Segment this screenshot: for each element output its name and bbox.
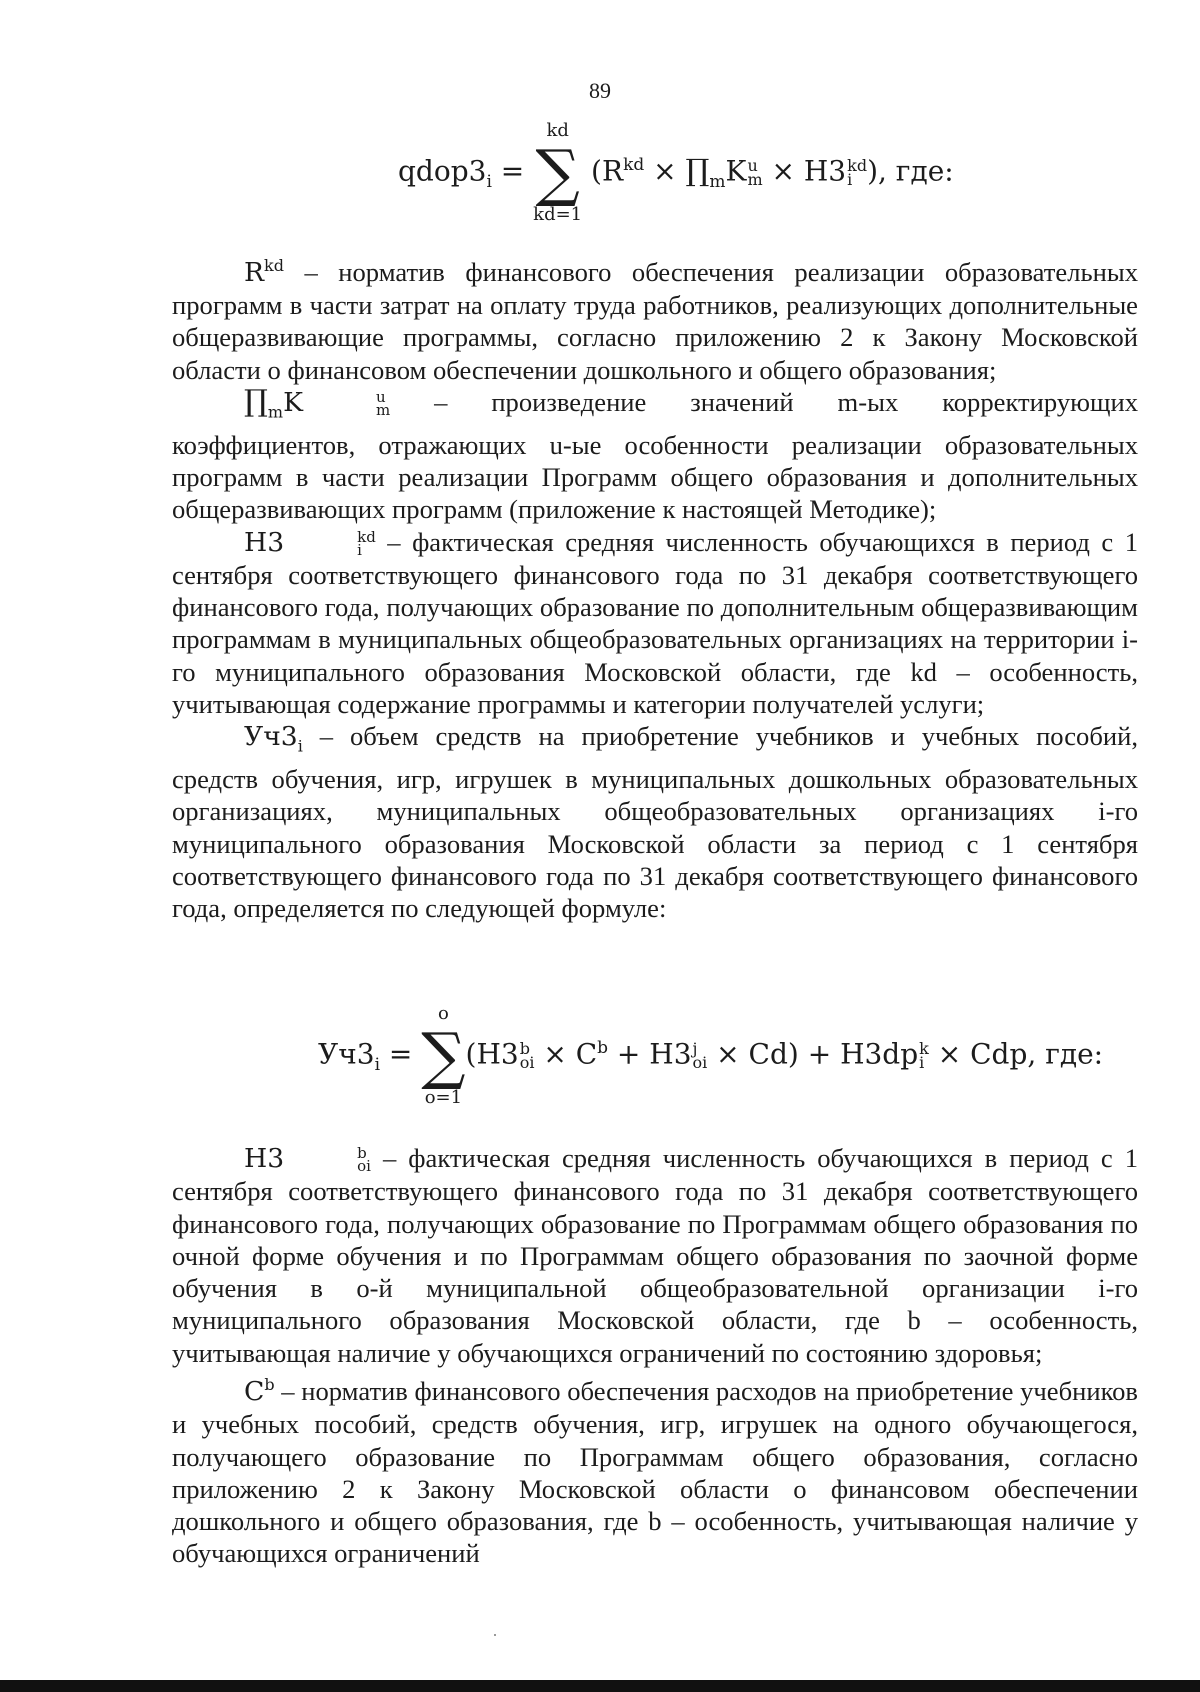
paragraph-h3-kd: Н3 kd i – фактическая средняя численность обучающихся в период с 1 сентября соответствующего финансового года по 31 декабря соответствующего финансового года, получающих образование по дополнительным общеразвивающим программам в муниципальных общеобразовательных организациях на территории i-го муниципального образования Московской области, где kd – особенность, учитывающая содержание программы и категории получателей услуги; bbox=[172, 526, 1138, 720]
formula-term: ), где: bbox=[867, 154, 954, 188]
formula-term: (Н3 bbox=[465, 1037, 519, 1071]
formula-term: × bbox=[644, 154, 686, 188]
product-operator: ∏ bbox=[685, 153, 710, 189]
formula-lhs-sub: i bbox=[486, 172, 492, 193]
symbol-r: $R^{kd}$ bbox=[244, 256, 284, 288]
sigma-icon: ∑ bbox=[535, 136, 580, 209]
paragraph-c-b: $C^b$ – норматив финансового обеспечения расходов на приобретение учебников и учебных пособий, средств обучения, игр, игрушек на одного обучающегося, получающего образование по Программам общего образования, согласно приложению 2 к Закону Московской области о финансовом обеспечении дошкольного и общего образования, где b – особенность, учитывающая наличие у обучающихся ограничений bbox=[172, 1375, 1138, 1569]
formula-term: × Cdp, где: bbox=[928, 1037, 1104, 1071]
sum-upper-limit: o bbox=[437, 1003, 449, 1024]
formula-index-stack: k i bbox=[919, 1039, 929, 1072]
formula-uch3 bbox=[318, 1003, 1103, 1109]
symbol-c: $C^b$ bbox=[244, 1375, 275, 1407]
sigma-icon: ∑ bbox=[421, 1019, 466, 1092]
formula-lhs-sub: i bbox=[374, 1055, 380, 1076]
sum-lower-limit: kd=1 bbox=[533, 204, 583, 225]
symbol-product-k: $\prod_mK$ u m bbox=[244, 384, 391, 422]
formula-index-stack: u m bbox=[747, 156, 763, 189]
text-block-1 bbox=[172, 250, 1138, 924]
formula-sup: kd bbox=[623, 155, 645, 176]
sum-operator bbox=[533, 120, 582, 226]
symbol-h3: Н3 kd i bbox=[244, 526, 376, 559]
sum-operator bbox=[421, 1003, 465, 1109]
paragraph-uch3: $Уч3_i$ – объем средств на приобретение учебников и учебных пособий, средств обучения, игр, игрушек в муниципальных дошкольных образовательных организациях, муниципальных общеобразовательных организациях i-го муниципального образования Московской области за период с 1 сентября соответствующего финансового года по 31 декабря соответствующего финансового года, определяется по следующей формуле: bbox=[172, 721, 1138, 924]
formula-term: K bbox=[725, 154, 747, 188]
formula-term: × Cd) + Н3dp bbox=[707, 1037, 919, 1071]
page-number: 89 bbox=[589, 78, 611, 103]
formula-sub: m bbox=[709, 172, 726, 193]
formula-term: (R bbox=[591, 154, 624, 188]
text-block-2 bbox=[172, 1142, 1138, 1570]
formula-sup: b bbox=[597, 1038, 609, 1059]
paragraph-h3-b: Н3 b oi – фактическая средняя численность обучающихся в период с 1 сентября соответствующего финансового года по 31 декабря соответствующего финансового года, получающих образование по Программам общего образования по очной форме обучения и по Программам общего образования по заочной форме обучения в о-й муниципальной общеобразовательной организации i-го муниципального образования Московской области, где b – особенность, учитывающая наличие у обучающихся ограничений по состоянию здоровья; bbox=[172, 1143, 1138, 1368]
formula-index-stack: j oi bbox=[692, 1039, 708, 1072]
formula-term: + Н3 bbox=[608, 1037, 692, 1071]
formula-term: × C bbox=[534, 1037, 598, 1071]
formula-index-stack: b oi bbox=[519, 1039, 535, 1072]
paragraph-r-kd: $R^{kd}$ – норматив финансового обеспечения реализации образовательных программ в части затрат на оплату труда работников, реализующих дополнительные общеразвивающие программы, согласно приложению 2 к Закону Московской области о финансовом обеспечении дошкольного и общего образования; bbox=[172, 256, 1138, 385]
formula-equals: = bbox=[388, 1037, 413, 1071]
paragraph-product-k: $\prod_mK$ u m – произведение значений m-ых корректирующих коэффициентов, отражающих u-ые особенности реализации образовательных программ в части реализации Программ общего образования и дополнительных общеразвивающих программ (приложение к настоящей Методике); bbox=[172, 384, 1138, 525]
scan-edge bbox=[0, 1680, 1200, 1692]
formula-equals: = bbox=[500, 154, 525, 188]
symbol-uch3: $Уч3_i$ bbox=[244, 721, 303, 756]
sum-lower-limit: o=1 bbox=[424, 1087, 463, 1108]
sum-upper-limit: kd bbox=[546, 120, 569, 141]
formula-term: × Н3 bbox=[762, 154, 847, 188]
formula-index-stack: kd i bbox=[847, 156, 868, 189]
formula-lhs: Уч3 bbox=[318, 1037, 375, 1071]
formula-lhs: qdop3 bbox=[398, 154, 487, 188]
symbol-h3-oi: Н3 b oi bbox=[244, 1143, 371, 1175]
scan-dot bbox=[494, 1634, 496, 1636]
formula-qdop3 bbox=[398, 120, 954, 226]
